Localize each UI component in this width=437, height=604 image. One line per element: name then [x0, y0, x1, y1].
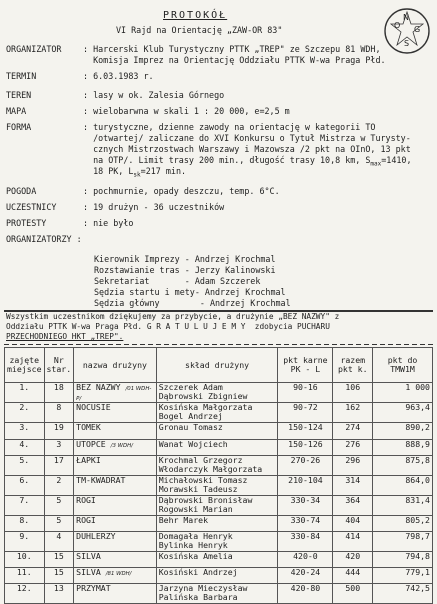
cell-razem: 364 — [333, 496, 373, 516]
cell-place: 9. — [5, 532, 45, 552]
cell-team — [74, 584, 157, 604]
member-name: Kosińska Małgorzata — [158, 402, 253, 413]
cell-nr: 15 — [44, 552, 74, 568]
cell-members — [156, 476, 278, 496]
member-name: Morawski Tadeusz — [158, 483, 238, 494]
protesty-label: PROTESTY — [6, 218, 47, 228]
cell-nr: 5 — [44, 496, 74, 516]
cell-members — [156, 532, 278, 552]
cell-razem: 106 — [333, 383, 373, 403]
pogoda-value: : pochmurnie, opady deszczu, temp. 6°C. — [83, 186, 280, 196]
cell-place: 8. — [5, 516, 45, 532]
cell-place: 6. — [5, 476, 45, 496]
staff-line: Sędzia główny - Andrzej Krochmal — [94, 298, 291, 308]
cell-tmw: 779,1 — [373, 568, 433, 584]
member-name: Bogel Andrzej — [158, 410, 223, 421]
organizatorzy-label: ORGANIZATORZY : — [6, 234, 82, 244]
cell-nr: 18 — [44, 383, 74, 403]
cell-tmw: 805,2 — [373, 516, 433, 532]
cell-place: 12. — [5, 584, 45, 604]
member-name: Michałowski Tomasz — [158, 475, 248, 486]
cell-razem: 314 — [333, 476, 373, 496]
termin-label: TERMIN — [6, 71, 37, 81]
cell-pk: 90-16 — [278, 383, 333, 403]
cell-pk: 330-74 — [278, 516, 333, 532]
cell-members — [156, 516, 278, 532]
cell-pk: 210-104 — [278, 476, 333, 496]
cell-members — [156, 423, 278, 440]
header-nr: Nr star. — [44, 348, 74, 383]
header-tmw: pkt do TMW1M — [373, 348, 433, 383]
staff-line: Sekretariat - Adam Szczerek — [94, 276, 261, 286]
cell-place: 1. — [5, 383, 45, 403]
mapa-label: MAPA — [6, 106, 27, 116]
member-name: Palińska Barbara — [158, 591, 238, 602]
cell-members — [156, 568, 278, 584]
cell-pk: 420-80 — [278, 584, 333, 604]
cell-pk: 420-0 — [278, 552, 333, 568]
cell-tmw: 888,9 — [373, 440, 433, 456]
cell-tmw: 742,5 — [373, 584, 433, 604]
team-name: ROGI — [76, 495, 96, 506]
team-name: TOMEK — [76, 422, 101, 433]
document-subtitle: VI Rajd na Orientację „ZAW-OR 83" — [116, 25, 283, 35]
cell-place: 11. — [5, 568, 45, 584]
staff-line: Rozstawianie tras - Jerzy Kalinowski — [94, 265, 276, 275]
thanks-line-2: Oddziału PTTK W-wa Praga Płd. G R A T U L U J E M Y zdobycia PUCHARU — [6, 322, 330, 331]
header-place: zajęte miejsce — [5, 348, 45, 383]
member-name: Bylinka Henryk — [158, 539, 228, 550]
cell-nr: 5 — [44, 516, 74, 532]
table-row — [5, 496, 433, 516]
team-note: /81 WDH/ — [105, 571, 132, 578]
member-name: Kosiński Andrzej — [158, 567, 238, 578]
uczestnicy-label: UCZESTNICY — [6, 202, 57, 212]
cell-place: 3. — [5, 423, 45, 440]
member-name: Szczerek Adam — [158, 382, 223, 392]
team-name: DUHLERZY — [76, 531, 116, 542]
table-row — [5, 383, 433, 403]
table-row — [5, 440, 433, 456]
cell-tmw: 794,8 — [373, 552, 433, 568]
table-row — [5, 552, 433, 568]
cell-nr: 2 — [44, 476, 74, 496]
results-table — [4, 347, 433, 604]
cell-pk: 420-24 — [278, 568, 333, 584]
cell-tmw: 890,2 — [373, 423, 433, 440]
cell-razem: 444 — [333, 568, 373, 584]
cell-team — [74, 383, 157, 403]
table-row — [5, 423, 433, 440]
cell-tmw: 798,7 — [373, 532, 433, 552]
member-name: Dąbrowski Zbigniew — [158, 390, 248, 401]
cell-team — [74, 476, 157, 496]
cell-team — [74, 440, 157, 456]
team-name: ŁAPKI — [76, 455, 101, 466]
cell-pk: 330-34 — [278, 496, 333, 516]
member-name: Krochmal Grzegorz — [158, 455, 243, 466]
team-name: SILVA — [76, 567, 101, 578]
staff-line: Sędzia startu i mety- Andrzej Krochmal — [94, 287, 286, 297]
cell-razem: 404 — [333, 516, 373, 532]
table-row — [5, 532, 433, 552]
table-header-row — [5, 348, 433, 383]
member-name: Rogowski Marian — [158, 503, 233, 514]
header-pk: pkt karne PK - L — [278, 348, 333, 383]
team-note: /01 WDH-P/ — [76, 386, 152, 402]
header-team: nazwa drużyny — [74, 348, 157, 383]
table-row — [5, 568, 433, 584]
cell-place: 4. — [5, 440, 45, 456]
table-row — [5, 456, 433, 476]
table-row — [5, 584, 433, 604]
team-name: BEZ NAZWY — [76, 382, 121, 392]
cell-team — [74, 552, 157, 568]
cell-place: 2. — [5, 403, 45, 423]
cell-razem: 420 — [333, 552, 373, 568]
organizator-line-1: : Harcerski Klub Turystyczny PTTK „TREP" ze Szczepu 81 WDH, — [83, 44, 381, 54]
team-name: SILVA — [76, 551, 101, 562]
forma-line-1: : turystyczne, dzienne zawody na orientację w kategorii TO — [83, 122, 376, 132]
teren-label: TEREN — [6, 90, 32, 100]
cell-team — [74, 568, 157, 584]
cell-razem: 296 — [333, 456, 373, 476]
forma-label: FORMA — [6, 122, 32, 132]
member-name: Kosińska Amelia — [158, 551, 233, 562]
member-name: Jarzyna Mieczysław — [158, 583, 248, 594]
cell-members — [156, 552, 278, 568]
pogoda-label: POGODA — [6, 186, 37, 196]
cell-team — [74, 496, 157, 516]
forma-line-4: na OTP/. Limit trasy 200 min., długość trasy 10,8 km, $S_{max}=1410$, — [83, 155, 412, 168]
cell-pk: 90-72 — [278, 403, 333, 423]
cell-pk: 270-26 — [278, 456, 333, 476]
table-row — [5, 403, 433, 423]
team-name: UTOPCE — [76, 439, 106, 450]
cell-nr: 19 — [44, 423, 74, 440]
team-name: ROGI — [76, 515, 96, 526]
forma-line-3: cznych Mistrzostwach Warszawy i Mazowsza /2 pkt na OInO, 13 pkt — [83, 144, 411, 154]
header-members: skład drużyny — [156, 348, 278, 383]
organizator-label: ORGANIZATOR — [6, 44, 62, 54]
forma-line-2: /otwartej/ zaliczane do XVI Konkursu o Tytuł Mistrza w Turysty- — [83, 133, 411, 143]
member-name: Domagała Henryk — [158, 531, 233, 542]
cell-nr: 4 — [44, 532, 74, 552]
cell-pk: 150-126 — [278, 440, 333, 456]
logo-letter-s: S — [404, 39, 410, 48]
cell-tmw: 963,4 — [373, 403, 433, 423]
team-name: NOCUSIE — [76, 402, 111, 413]
member-name: Gronau Tomasz — [158, 422, 223, 433]
document-title: PROTOKÓŁ — [163, 10, 228, 21]
header-razem: razem pkt k. — [333, 348, 373, 383]
cell-place: 5. — [5, 456, 45, 476]
cell-team — [74, 532, 157, 552]
cell-pk: 330-84 — [278, 532, 333, 552]
team-name: TM-KWADRAT — [76, 475, 126, 486]
cell-members — [156, 456, 278, 476]
member-name: Włodarczyk Małgorzata — [158, 463, 263, 474]
cell-team — [74, 456, 157, 476]
ongs-logo-icon — [382, 6, 432, 56]
cell-nr: 13 — [44, 584, 74, 604]
termin-value: : 6.03.1983 r. — [83, 71, 154, 81]
cell-nr: 15 — [44, 568, 74, 584]
dashed-divider — [4, 344, 433, 345]
cell-nr: 3 — [44, 440, 74, 456]
cell-razem: 276 — [333, 440, 373, 456]
cell-razem: 500 — [333, 584, 373, 604]
team-note: /3 WDH/ — [110, 443, 133, 450]
cell-team — [74, 403, 157, 423]
logo-letter-n: N — [403, 13, 409, 22]
uczestnicy-value: : 19 drużyn - 36 uczestników — [83, 202, 225, 212]
cell-tmw: 864,0 — [373, 476, 433, 496]
cell-tmw: 831,4 — [373, 496, 433, 516]
member-name: Dąbrowski Bronisław — [158, 495, 253, 506]
thanks-line-1: Wszystkim uczestnikom dziękujemy za przybycie, a drużynie „BEZ NAZWY" z — [6, 312, 340, 321]
cell-members — [156, 496, 278, 516]
forma-line-5: 18 PK, $L_{sk}=217$ min. — [83, 166, 187, 179]
cell-nr: 17 — [44, 456, 74, 476]
logo-letter-o: O — [394, 21, 401, 30]
staff-line: Kierownik Imprezy - Andrzej Krochmal — [94, 254, 276, 264]
member-name: Wanat Wojciech — [158, 439, 228, 450]
thanks-line-3: PRZECHODNIEGO HKT „TREP". — [6, 332, 124, 341]
cell-razem: 274 — [333, 423, 373, 440]
teren-value: : lasy w ok. Zalesia Górnego — [83, 90, 225, 100]
cell-razem: 414 — [333, 532, 373, 552]
cell-members — [156, 403, 278, 423]
cell-pk: 150-124 — [278, 423, 333, 440]
table-row — [5, 476, 433, 496]
cell-tmw: 875,8 — [373, 456, 433, 476]
cell-place: 7. — [5, 496, 45, 516]
protesty-value: : nie było — [83, 218, 134, 228]
logo-letter-g: G — [414, 25, 421, 34]
cell-nr: 8 — [44, 403, 74, 423]
cell-tmw: 1 000 — [373, 383, 433, 403]
cell-team — [74, 516, 157, 532]
table-row — [5, 516, 433, 532]
cell-members — [156, 383, 278, 403]
cell-razem: 162 — [333, 403, 373, 423]
mapa-value: : wielobarwna w skali 1 : 20 000, e=2,5 m — [83, 106, 290, 116]
cell-place: 10. — [5, 552, 45, 568]
member-name: Behr Marek — [158, 515, 209, 526]
cell-members — [156, 440, 278, 456]
team-name: PRZYMAT — [76, 583, 111, 594]
cell-members — [156, 584, 278, 604]
cell-team — [74, 423, 157, 440]
organizator-line-2: Komisja Imprez na Orientację Oddziału PTTK W-wa Praga Płd. — [83, 55, 386, 65]
